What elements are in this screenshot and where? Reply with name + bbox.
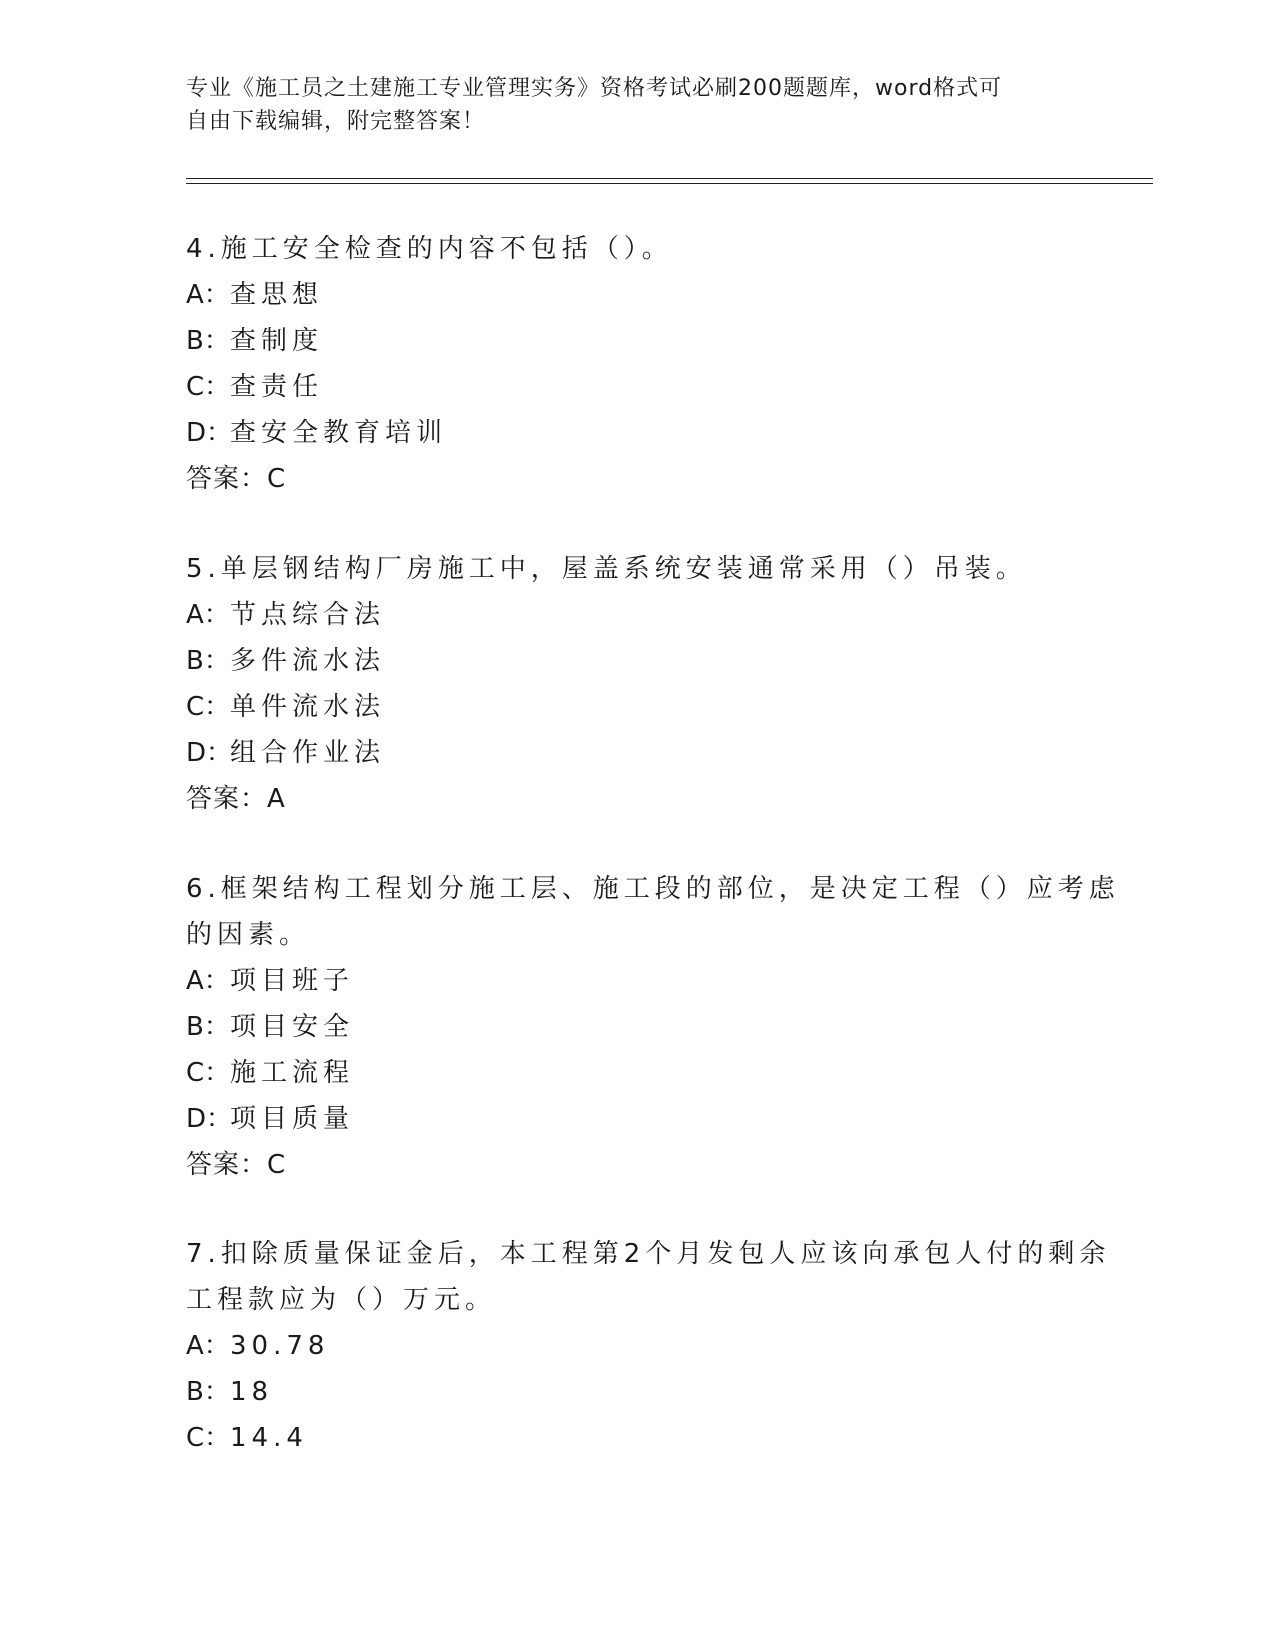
option-key: A：: [186, 600, 230, 630]
stem-line: 工程款应为（）万元。: [186, 1285, 497, 1315]
answer-label: 答案：: [186, 1150, 268, 1180]
question-6: [186, 866, 1120, 1188]
option-a: [186, 1323, 1086, 1369]
option-key: B：: [186, 1377, 230, 1407]
option-key: B：: [186, 1012, 230, 1042]
option-c: [186, 1415, 1086, 1461]
answer-label: 答案：: [186, 464, 268, 494]
answer: [186, 776, 1086, 822]
option-c: [186, 1050, 1086, 1096]
option-key: C：: [186, 692, 231, 722]
option-text: 查责任: [230, 372, 324, 402]
option-text: 节点综合法: [230, 600, 386, 630]
option-key: B：: [186, 646, 230, 676]
answer-value: C: [267, 1150, 286, 1180]
option-text: 项目质量: [230, 1104, 355, 1134]
option-key: C：: [186, 372, 231, 402]
answer: [186, 1142, 1086, 1188]
option-a: [186, 272, 1086, 318]
option-text: 单件流水法: [230, 692, 386, 722]
option-text: 项目安全: [230, 1012, 355, 1042]
option-b: [186, 1004, 1086, 1050]
option-b: [186, 638, 1086, 684]
document-header: [186, 72, 1066, 138]
answer-value: C: [267, 464, 286, 494]
option-c: [186, 364, 1086, 410]
header-divider-bottom: [186, 183, 1153, 184]
header-line-1: 专业《施工员之土建施工专业管理实务》资格考试必刷200题题库，word格式可: [186, 76, 1003, 101]
answer: [186, 456, 1086, 502]
option-c: [186, 684, 1086, 730]
option-a: [186, 958, 1086, 1004]
option-key: C：: [186, 1058, 231, 1088]
option-key: D：: [186, 418, 233, 448]
stem-line: 7.扣除质量保证金后，本工程第2个月发包人应该向承包人付的剩余: [186, 1239, 1111, 1269]
option-text: 多件流水法: [230, 646, 386, 676]
option-d: [186, 1096, 1086, 1142]
answer-label: 答案：: [186, 784, 268, 814]
stem-line: 的因素。: [186, 920, 311, 950]
option-key: A：: [186, 1331, 230, 1361]
answer-value: A: [267, 784, 285, 814]
stem-line: 5.单层钢结构厂房施工中，屋盖系统安装通常采用（）吊装。: [186, 554, 1027, 584]
option-key: A：: [186, 966, 230, 996]
option-key: D：: [186, 1104, 233, 1134]
question-stem: [186, 226, 1086, 272]
question-7: [186, 1231, 1111, 1461]
option-text: 14.4: [230, 1423, 308, 1453]
option-text: 查安全教育培训: [230, 418, 448, 448]
question-stem: [186, 866, 1120, 958]
question-stem: [186, 546, 1086, 592]
option-d: [186, 730, 1086, 776]
stem-line: 4.施工安全检查的内容不包括（）。: [186, 234, 673, 264]
option-text: 查制度: [230, 326, 324, 356]
option-text: 30.78: [230, 1331, 330, 1361]
option-text: 18: [230, 1377, 274, 1407]
option-key: D：: [186, 738, 233, 768]
option-key: A：: [186, 280, 230, 310]
option-key: C：: [186, 1423, 231, 1453]
stem-line: 6.框架结构工程划分施工层、施工段的部位，是决定工程（）应考虑: [186, 874, 1120, 904]
option-a: [186, 592, 1086, 638]
option-text: 施工流程: [230, 1058, 355, 1088]
question-stem: [186, 1231, 1111, 1323]
option-d: [186, 410, 1086, 456]
option-b: [186, 1369, 1086, 1415]
header-line-2: 自由下载编辑，附完整答案！: [186, 109, 486, 134]
option-text: 组合作业法: [230, 738, 386, 768]
option-b: [186, 318, 1086, 364]
header-divider-top: [186, 178, 1153, 179]
question-4: [186, 226, 1086, 502]
option-text: 项目班子: [230, 966, 355, 996]
option-text: 查思想: [230, 280, 324, 310]
question-5: [186, 546, 1086, 822]
option-key: B：: [186, 326, 230, 356]
